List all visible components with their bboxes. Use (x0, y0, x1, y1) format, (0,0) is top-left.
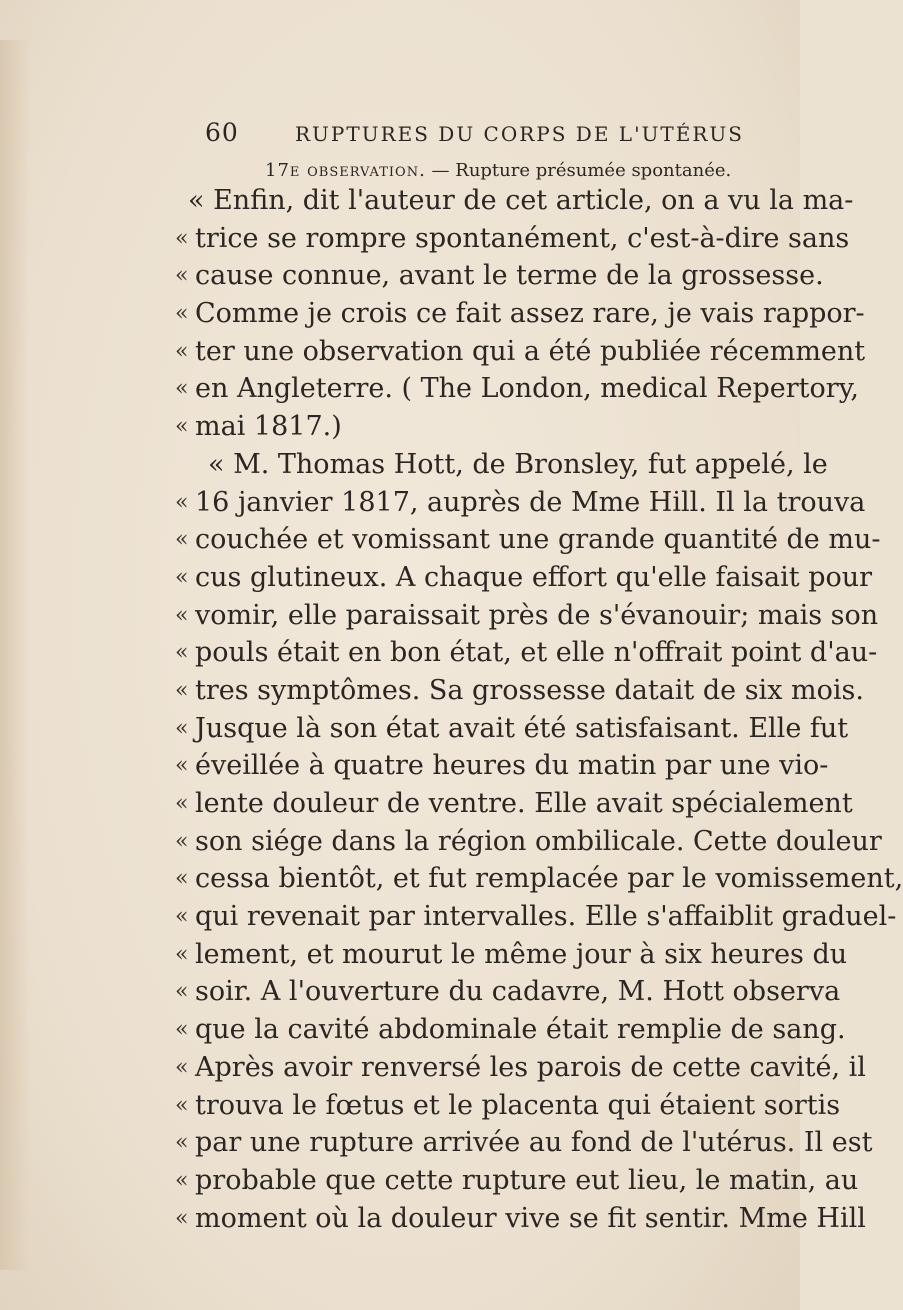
quote-mark: « (175, 376, 189, 402)
text-line (175, 785, 853, 823)
observation-label: 17e observation. (265, 160, 426, 181)
line-text: trouva le fœtus et le placenta qui étaient sortis (195, 1089, 841, 1121)
text-line (175, 1200, 866, 1238)
text-line (175, 559, 873, 597)
quote-mark: « (175, 338, 189, 364)
line-text: 16 janvier 1817, auprès de Mme Hill. Il la trouva (195, 486, 866, 518)
text-line (180, 182, 854, 220)
quote-mark: « (175, 828, 189, 854)
line-text: « M. Thomas Hott, de Bronsley, fut appelé, le (208, 448, 828, 480)
line-text: éveillée à quatre heures du matin par une vio- (195, 750, 829, 782)
quote-mark: « (175, 904, 189, 930)
line-text: pouls était en bon état, et elle n'offrait point d'au- (195, 637, 878, 669)
line-text: en Angleterre. ( The London, medical Repertory, (195, 373, 859, 405)
line-text: vomir, elle paraissait près de s'évanouir; mais son (195, 599, 879, 631)
text-line (175, 597, 879, 635)
quote-mark: « (175, 489, 189, 515)
text-line (175, 521, 881, 559)
quote-mark: « (175, 602, 189, 628)
line-text: qui revenait par intervalles. Elle s'affaiblit graduel- (195, 901, 897, 933)
line-text: « Enfin, dit l'auteur de cet article, on a vu la ma- (188, 185, 854, 216)
text-line (175, 823, 882, 861)
text-line (175, 257, 824, 295)
text-line (175, 710, 849, 748)
text-line (175, 860, 903, 898)
quote-mark: « (175, 301, 189, 327)
line-text: couchée et vomissant une grande quantité de mu- (195, 524, 881, 556)
quote-mark: « (175, 1130, 189, 1156)
text-line (175, 408, 795, 446)
quote-mark: « (175, 753, 189, 779)
text-line (175, 1087, 841, 1125)
quote-mark: « (175, 414, 189, 440)
text-line (175, 1124, 873, 1162)
quote-mark: « (175, 677, 189, 703)
quote-mark: « (175, 941, 189, 967)
line-text: cus glutineux. A chaque effort qu'elle faisait pour (195, 561, 873, 593)
quote-mark: « (175, 564, 189, 590)
text-line (175, 1049, 866, 1087)
line-text: Jusque là son état avait été satisfaisant. Elle fut (195, 712, 849, 744)
line-text: Après avoir renversé les parois de cette cavité, il (195, 1051, 866, 1083)
line-text: son siége dans la région ombilicale. Cette douleur (195, 825, 882, 857)
line-text: Comme je crois ce fait assez rare, je vais rappor- (195, 298, 865, 330)
text-line (175, 973, 841, 1011)
line-text: par une rupture arrivée au fond de l'utérus. Il est (195, 1127, 873, 1159)
quote-mark: « (175, 1054, 189, 1080)
text-line (175, 747, 829, 785)
line-text: trice se rompre spontanément, c'est-à-dire sans (195, 222, 850, 254)
quote-mark: « (175, 979, 189, 1005)
quote-mark: « (175, 1092, 189, 1118)
line-text: ter une observation qui a été publiée récemment (195, 335, 866, 367)
line-text: mai 1817.) (195, 411, 342, 443)
quote-mark: « (175, 527, 189, 553)
quote-mark: « (175, 1017, 189, 1043)
quote-mark: « (175, 225, 189, 251)
text-line (175, 1162, 859, 1200)
text-line (175, 634, 878, 672)
quote-mark: « (175, 866, 189, 892)
quote-mark: « (175, 1167, 189, 1193)
body-text (175, 182, 903, 1237)
quote-mark: « (175, 791, 189, 816)
line-text: que la cavité abdominale était remplie de sang. (195, 1014, 846, 1046)
text-line (175, 936, 848, 974)
quote-mark: « (175, 640, 189, 666)
page-number: 60 (205, 118, 239, 147)
observation-text: Rupture présumée spontanée. (455, 160, 732, 181)
quote-mark: « (175, 263, 189, 289)
running-title: RUPTURES DU CORPS DE L'UTÉRUS (295, 122, 744, 146)
text-line (175, 898, 897, 936)
line-text: moment où la douleur vive se fit sentir. Mme Hill (195, 1202, 866, 1234)
line-text: lement, et mourut le même jour à six heures du (195, 938, 848, 970)
text-line (175, 484, 866, 522)
text-line (175, 370, 859, 408)
text-line (175, 672, 864, 710)
line-text: cessa bientôt, et fut remplacée par le vomissement, (195, 863, 903, 895)
text-line (175, 295, 865, 333)
quote-mark: « (175, 715, 189, 741)
line-text: probable que cette rupture eut lieu, le matin, au (195, 1164, 859, 1196)
page-header (205, 118, 785, 148)
line-text: lente douleur de ventre. Elle avait spécialement (195, 788, 853, 819)
observation-dash: — (431, 160, 450, 181)
line-text: tres symptômes. Sa grossesse datait de six mois. (195, 674, 864, 706)
text-line (175, 220, 850, 258)
page-edge-shadow (0, 40, 30, 1270)
quote-mark: « (175, 1205, 189, 1231)
line-text: cause connue, avant le terme de la grossesse. (195, 260, 824, 292)
text-line (175, 333, 866, 371)
text-line (175, 1011, 846, 1049)
observation-title (265, 160, 785, 181)
line-text: soir. A l'ouverture du cadavre, M. Hott observa (195, 976, 841, 1008)
text-line (180, 446, 828, 484)
